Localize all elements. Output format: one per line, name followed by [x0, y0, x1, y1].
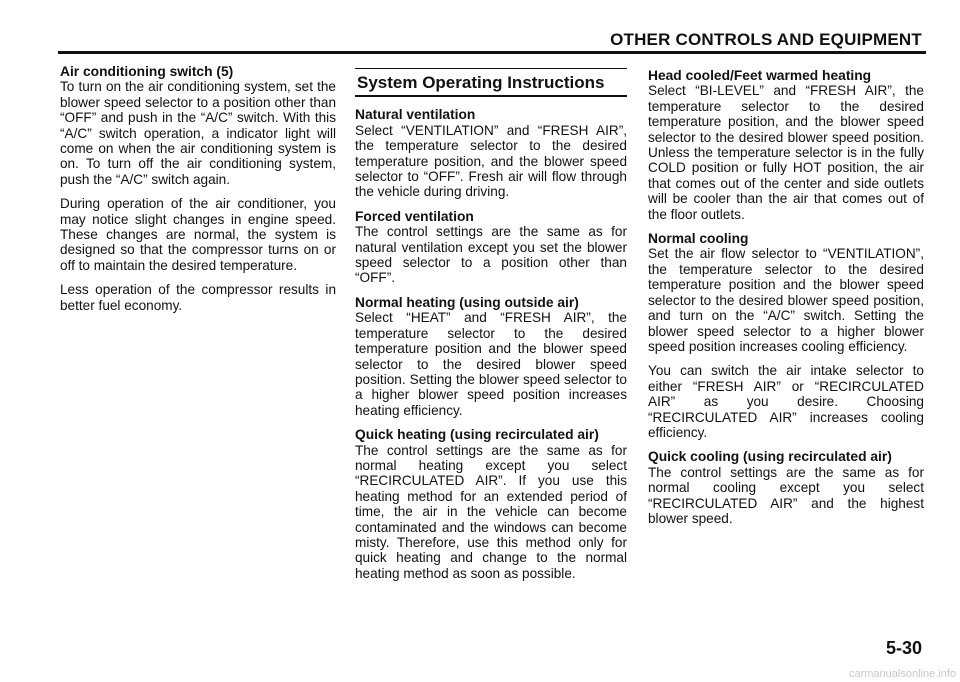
section-heading: Normal heating (using outside air)	[355, 294, 579, 310]
header-rule	[58, 51, 926, 54]
section-heading: Air conditioning switch (5)	[60, 64, 234, 79]
paragraph: To turn on the air conditioning system, set the blower speed selector to a position other than “OFF” and push in the “A/C” switch. With this “A/C” switch operation, a indicator light will come on when the air conditioning system is on. To turn off the air conditioning system, push the “A/C” switch again.	[60, 79, 336, 187]
paragraph: Select “VENTILATION” and “FRESH AIR”, the temperature selector to the desired temperature position, and the blower speed selector to “OFF”. Fresh air will flow through the vehicle during driving.	[355, 122, 627, 200]
box-title: System Operating Instructions	[355, 68, 627, 97]
paragraph: Less operation of the compressor results in better fuel economy.	[60, 282, 336, 313]
watermark: carmanualsonline.info	[848, 668, 956, 680]
section-head-cooled-feet-warmed	[648, 68, 924, 222]
section-quick-cooling	[648, 449, 924, 526]
section-forced-ventilation	[355, 209, 627, 286]
paragraph: You can switch the air intake selector to either “FRESH AIR” or “RECIRCULATED AIR” as you desire. Choosing “RECIRCULATED AIR” increases cooling efficiency.	[648, 363, 924, 440]
page-header-title: OTHER CONTROLS AND EQUIPMENT	[610, 30, 922, 49]
section-heading: Quick heating (using recirculated air)	[355, 427, 599, 443]
section-normal-cooling	[648, 231, 924, 440]
column-right	[648, 68, 924, 535]
page-number: 5-30	[885, 638, 922, 658]
section-quick-heating	[355, 427, 627, 581]
section-air-conditioning-switch	[60, 64, 336, 313]
section-heading: Normal cooling	[648, 231, 749, 247]
section-natural-ventilation	[355, 107, 627, 199]
paragraph: Select “BI-LEVEL” and “FRESH AIR”, the temperature selector to the desired temperature position, and the blower speed selector to the desired blower speed position. Unless the temperature selector is in the fully COLD position or fully HOT position, the air that comes out of the center and side outlets will be cooler than the air that comes out of the floor outlets.	[648, 83, 924, 222]
paragraph: The control settings are the same as for normal heating except you select “RECIRCULATED AIR”. If you use this heating method for an extended period of time, the air in the vehicle can become contaminated and the windows can become misty. Therefore, use this method only for quick heating and change to the normal heating method as soon as possible.	[355, 442, 627, 581]
paragraph: During operation of the air conditioner, you may notice slight changes in engine speed. These changes are normal, the system is designed so that the compressor turns on or off to maintain the desired temperature.	[60, 196, 336, 273]
section-heading: Natural ventilation	[355, 107, 476, 123]
section-normal-heating	[355, 295, 627, 418]
column-left	[60, 64, 336, 322]
paragraph: Set the air flow selector to “VENTILATION”, the temperature selector to the desired temperature position and the blower speed selector to the desired blower speed position, and turn on the “A/C” switch. Setting the blower speed selector to a higher blower speed position increases cooling efficiency.	[648, 246, 924, 354]
section-heading: Head cooled/Feet warmed heating	[648, 68, 872, 83]
column-middle	[355, 68, 627, 590]
paragraph: Select “HEAT” and “FRESH AIR”, the temperature selector to the desired temperature position and the blower speed selector to the desired blower speed position. Setting the blower speed selector to a higher blower speed position increases heating efficiency.	[355, 310, 627, 418]
section-heading: Quick cooling (using recirculated air)	[648, 449, 892, 465]
paragraph: The control settings are the same as for natural ventilation except you set the blower speed selector to a position other than “OFF”.	[355, 224, 627, 286]
section-heading: Forced ventilation	[355, 208, 474, 224]
paragraph: The control settings are the same as for normal cooling except you select “RECIRCULATED AIR” and the highest blower speed.	[648, 464, 924, 526]
